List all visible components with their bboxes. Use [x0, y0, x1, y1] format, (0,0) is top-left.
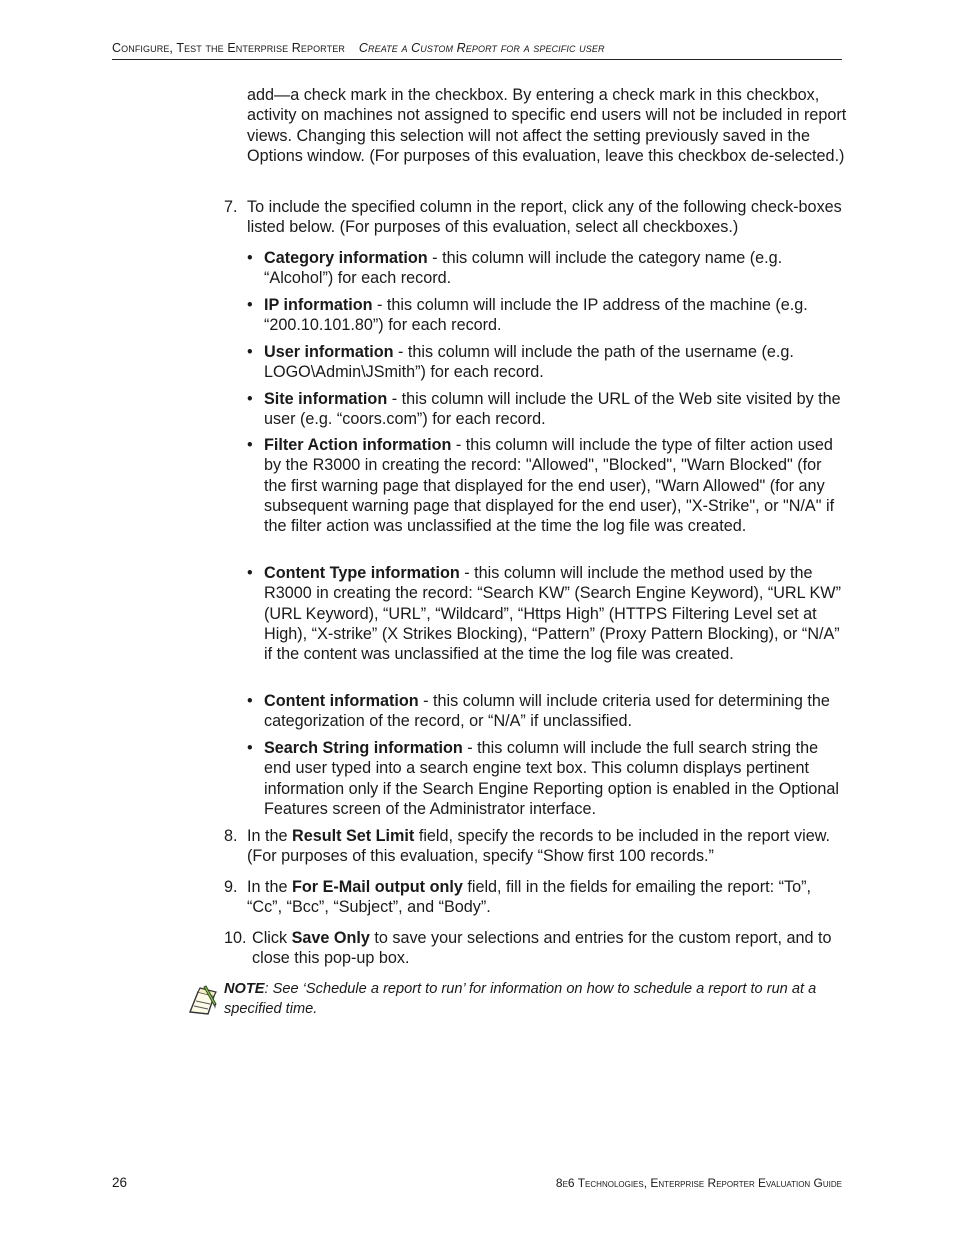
step-text: To include the specified column in the report, click any of the following check-boxes listed below. (For purposes of this evaluation, select all checkboxes.) — [247, 198, 842, 237]
bullet-text: - this column will include the method used by the R3000 in creating the record: “Search KW” (Search Engine Keyword), “URL KW” (URL Keyword), “URL”, “Wildcard”, “Https High” (HTTPS Filtering Level set at High), “X-strike” (X Strikes Blocking), “Pattern” (Proxy Pattern Blocking), or “N/A” if the content was unclassified at the time the log file was created. — [264, 564, 841, 664]
bullet-term: Search String information — [264, 739, 463, 757]
bullet-mark: • — [247, 390, 253, 408]
note-label: NOTE — [224, 981, 265, 997]
bullet-term: Filter Action information — [264, 436, 452, 454]
running-header — [112, 41, 842, 55]
bullet-text: - this column will include the full search string the end user typed into a search engine text box. This column displays pertinent information only if the Search Engine Reporting option is enabled in the Optional Features screen of the Administrator interface. — [264, 739, 840, 818]
field-name: Result Set Limit — [292, 827, 415, 845]
bullet-mark: • — [247, 739, 253, 757]
note — [224, 980, 844, 1019]
bullet-term: Category information — [264, 249, 428, 267]
header-rule — [112, 59, 842, 60]
bullet-term: Content information — [264, 692, 419, 710]
bullet-text: - this column will include the type of filter action used by the R3000 in creating the record: "Allowed", "Blocked", "Warn Blocked" (for the first warning page that displayed for the end user), "Warn Allowed" (for any subsequent warning page that displayed for the end user), "X-Strike", or "N/A" if the filter action was unclassified at the time the log file was created. — [264, 436, 835, 536]
chapter-title: Configure, Test the Enterprise Reporter — [112, 41, 345, 55]
note-pad-icon — [186, 982, 220, 1016]
intro-paragraph: add—a check mark in the checkbox. By entering a check mark in this checkbox, activity on machines not assigned to specific end users will not be included in report views. Changing this selection will not affect the setting previously saved in the Options window. (For purposes of this evaluation, leave this checkbox de-selected.) — [247, 86, 847, 165]
bullet-text: - this column will include criteria used for determining the categorization of the record, or “N/A” if unclassified. — [264, 692, 830, 731]
bullet-mark: • — [247, 249, 253, 267]
bullet-term: Content Type information — [264, 564, 460, 582]
step-number: 10. — [224, 929, 247, 947]
bullet-term: User information — [264, 343, 394, 361]
step-number: 8. — [224, 827, 238, 845]
section-title: Create a Custom Report for a specific user — [358, 41, 605, 55]
button-name: Save Only — [291, 929, 370, 947]
bullet-mark: • — [247, 564, 253, 582]
bullet-mark: • — [247, 692, 253, 710]
bullet-text: - this column will include the path of the username (e.g. LOGO\Admin\JSmith”) for each record. — [264, 343, 794, 382]
note-text: : See ‘Schedule a report to run’ for information on how to schedule a report to run at a specified time. — [224, 981, 817, 1017]
step-number: 7. — [224, 198, 238, 216]
step-number: 9. — [224, 878, 238, 896]
bullet-text: - this column will include the IP address of the machine (e.g. “200.10.101.80”) for each record. — [264, 296, 808, 335]
bullet-term: IP information — [264, 296, 373, 314]
footer-title: 8e6 Technologies, Enterprise Reporter Evaluation Guide — [555, 1176, 842, 1190]
bullet-text: - this column will include the URL of the Web site visited by the user (e.g. “coors.com”) for each record. — [264, 390, 841, 429]
bullet-mark: • — [247, 343, 253, 361]
bullet-text: - this column will include the category name (e.g. “Alcohol”) for each record. — [264, 249, 783, 288]
bullet-mark: • — [247, 296, 253, 314]
field-name: For E-Mail output only — [292, 878, 463, 896]
bullet-term: Site information — [264, 390, 388, 408]
page-number: 26 — [112, 1175, 128, 1190]
bullet-mark: • — [247, 436, 253, 454]
